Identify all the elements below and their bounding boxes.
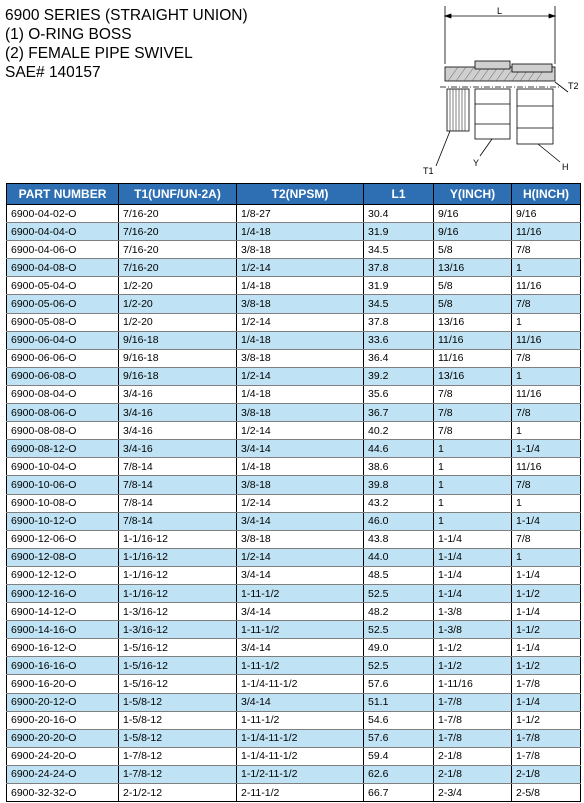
- t1-cell: 1/2-20: [119, 295, 237, 313]
- t1-cell: 3/4-16: [119, 440, 237, 458]
- label-t2: T2: [568, 81, 579, 91]
- y-cell: 1: [434, 440, 512, 458]
- h-leader: [538, 144, 560, 162]
- part-number-cell: 6900-08-06-O: [7, 404, 119, 422]
- y-cell: 1-3/8: [434, 603, 512, 621]
- y-cell: 11/16: [434, 331, 512, 349]
- t2-cell: 2-11-1/2: [237, 784, 364, 802]
- t2-cell: 3/4-14: [237, 693, 364, 711]
- y-cell: 7/8: [434, 385, 512, 403]
- y-cell: 1-7/8: [434, 711, 512, 729]
- end-1-description: (1) O-RING BOSS: [5, 26, 132, 43]
- y-cell: 11/16: [434, 349, 512, 367]
- h-cell: 1-1/2: [512, 621, 581, 639]
- l1-cell: 62.6: [364, 765, 434, 783]
- t2-cell: 1-11-1/2: [237, 657, 364, 675]
- t1-cell: 1-3/16-12: [119, 621, 237, 639]
- header-l1: L1: [364, 184, 434, 205]
- part-number-cell: 6900-10-04-O: [7, 458, 119, 476]
- t2-cell: 1/4-18: [237, 277, 364, 295]
- specification-table: [6, 183, 581, 802]
- l1-cell: 34.5: [364, 241, 434, 259]
- l1-cell: 52.5: [364, 584, 434, 602]
- t2-cell: 3/4-14: [237, 603, 364, 621]
- h-cell: 7/8: [512, 349, 581, 367]
- l1-cell: 43.8: [364, 530, 434, 548]
- y-cell: 1-1/2: [434, 657, 512, 675]
- h-cell: 1: [512, 367, 581, 385]
- l1-cell: 33.6: [364, 331, 434, 349]
- fitting-drawing: [420, 4, 582, 176]
- table-row: [7, 693, 581, 711]
- t1-cell: 1-1/16-12: [119, 566, 237, 584]
- h-cell: 11/16: [512, 331, 581, 349]
- y-cell: 1-1/2: [434, 639, 512, 657]
- t2-cell: 3/4-14: [237, 639, 364, 657]
- y-cell: 1: [434, 458, 512, 476]
- t2-cell: 1-11-1/2: [237, 711, 364, 729]
- l1-cell: 59.4: [364, 747, 434, 765]
- t1-cell: 7/8-14: [119, 476, 237, 494]
- y-cell: 1-1/4: [434, 548, 512, 566]
- h-cell: 2-1/8: [512, 765, 581, 783]
- swivel-nut: [517, 89, 553, 144]
- l1-cell: 31.9: [364, 223, 434, 241]
- t1-cell: 1-5/8-12: [119, 711, 237, 729]
- part-number-cell: 6900-12-08-O: [7, 548, 119, 566]
- table-row: [7, 404, 581, 422]
- t2-cell: 1-1/4-11-1/2: [237, 747, 364, 765]
- h-cell: 1-1/4: [512, 566, 581, 584]
- t2-cell: 1/2-14: [237, 313, 364, 331]
- y-cell: 5/8: [434, 295, 512, 313]
- l1-cell: 36.7: [364, 404, 434, 422]
- part-number-cell: 6900-08-08-O: [7, 422, 119, 440]
- l1-cell: 48.2: [364, 603, 434, 621]
- y-cell: 9/16: [434, 223, 512, 241]
- t2-cell: 1/4-18: [237, 223, 364, 241]
- l1-cell: 44.6: [364, 440, 434, 458]
- t1-leader: [436, 131, 450, 166]
- part-number-cell: 6900-14-12-O: [7, 603, 119, 621]
- series-title: 6900 SERIES (STRAIGHT UNION): [5, 7, 248, 24]
- y-cell: 13/16: [434, 259, 512, 277]
- table-body: [7, 205, 581, 802]
- h-cell: 1-7/8: [512, 675, 581, 693]
- t1-cell: 7/16-20: [119, 241, 237, 259]
- part-number-cell: 6900-05-08-O: [7, 313, 119, 331]
- l1-cell: 43.2: [364, 494, 434, 512]
- t1-cell: 1-7/8-12: [119, 765, 237, 783]
- part-number-cell: 6900-24-24-O: [7, 765, 119, 783]
- part-number-cell: 6900-08-12-O: [7, 440, 119, 458]
- table-row: [7, 566, 581, 584]
- t1-cell: 1/2-20: [119, 313, 237, 331]
- section-nut: [512, 64, 552, 72]
- table-row: [7, 765, 581, 783]
- y-cell: 7/8: [434, 404, 512, 422]
- table-row: [7, 621, 581, 639]
- part-number-cell: 6900-04-06-O: [7, 241, 119, 259]
- part-number-cell: 6900-06-04-O: [7, 331, 119, 349]
- h-cell: 1-1/2: [512, 711, 581, 729]
- table-row: [7, 205, 581, 223]
- table-row: [7, 494, 581, 512]
- t2-cell: 3/8-18: [237, 530, 364, 548]
- l1-cell: 36.4: [364, 349, 434, 367]
- t1-cell: 9/16-18: [119, 331, 237, 349]
- part-number-cell: 6900-08-04-O: [7, 385, 119, 403]
- table-row: [7, 675, 581, 693]
- part-number-cell: 6900-12-12-O: [7, 566, 119, 584]
- l1-cell: 30.4: [364, 205, 434, 223]
- h-cell: 1: [512, 548, 581, 566]
- sae-number: SAE# 140157: [5, 64, 101, 81]
- h-cell: 11/16: [512, 458, 581, 476]
- part-number-cell: 6900-32-32-O: [7, 784, 119, 802]
- section-hex: [475, 61, 510, 69]
- t1-cell: 1-5/16-12: [119, 657, 237, 675]
- h-cell: 11/16: [512, 385, 581, 403]
- y-cell: 1-1/4: [434, 566, 512, 584]
- part-number-cell: 6900-20-16-O: [7, 711, 119, 729]
- t2-cell: 3/4-14: [237, 566, 364, 584]
- part-number-cell: 6900-06-06-O: [7, 349, 119, 367]
- t2-cell: 1-1/4-11-1/2: [237, 675, 364, 693]
- t2-cell: 1/2-14: [237, 494, 364, 512]
- table-row: [7, 440, 581, 458]
- l1-cell: 37.8: [364, 259, 434, 277]
- table-header-row: [7, 184, 581, 205]
- y-cell: 1-7/8: [434, 693, 512, 711]
- l1-cell: 48.5: [364, 566, 434, 584]
- t1-cell: 9/16-18: [119, 367, 237, 385]
- t1-cell: 1/2-20: [119, 277, 237, 295]
- l1-cell: 54.6: [364, 711, 434, 729]
- l1-cell: 35.6: [364, 385, 434, 403]
- y-cell: 1-7/8: [434, 729, 512, 747]
- h-cell: 2-5/8: [512, 784, 581, 802]
- y-cell: 1: [434, 494, 512, 512]
- table-row: [7, 784, 581, 802]
- h-cell: 1: [512, 313, 581, 331]
- header-h: H(INCH): [512, 184, 581, 205]
- header-t1: T1(UNF/UN-2A): [119, 184, 237, 205]
- table-row: [7, 331, 581, 349]
- part-number-cell: 6900-04-02-O: [7, 205, 119, 223]
- l1-cell: 52.5: [364, 657, 434, 675]
- part-number-cell: 6900-06-08-O: [7, 367, 119, 385]
- table-row: [7, 584, 581, 602]
- t2-cell: 1-11-1/2: [237, 621, 364, 639]
- t1-cell: 1-5/8-12: [119, 729, 237, 747]
- h-cell: 1: [512, 422, 581, 440]
- table-row: [7, 422, 581, 440]
- t1-cell: 7/16-20: [119, 259, 237, 277]
- h-cell: 7/8: [512, 404, 581, 422]
- t2-cell: 1/2-14: [237, 422, 364, 440]
- label-t1: T1: [423, 166, 434, 176]
- t2-cell: 1-11-1/2: [237, 584, 364, 602]
- part-number-cell: 6900-10-06-O: [7, 476, 119, 494]
- t1-cell: 7/8-14: [119, 512, 237, 530]
- label-h: H: [562, 162, 569, 172]
- h-cell: 1-1/4: [512, 512, 581, 530]
- y-cell: 2-1/8: [434, 765, 512, 783]
- t1-cell: 1-1/16-12: [119, 584, 237, 602]
- table-row: [7, 747, 581, 765]
- part-number-cell: 6900-20-12-O: [7, 693, 119, 711]
- h-cell: 1: [512, 259, 581, 277]
- y-cell: 5/8: [434, 241, 512, 259]
- table-row: [7, 530, 581, 548]
- part-number-cell: 6900-05-04-O: [7, 277, 119, 295]
- table-row: [7, 277, 581, 295]
- header-y: Y(INCH): [434, 184, 512, 205]
- part-number-cell: 6900-20-20-O: [7, 729, 119, 747]
- h-cell: 1-1/2: [512, 657, 581, 675]
- h-cell: 1: [512, 494, 581, 512]
- part-number-cell: 6900-04-04-O: [7, 223, 119, 241]
- l1-cell: 66.7: [364, 784, 434, 802]
- body-hex: [475, 89, 510, 139]
- h-cell: 1-7/8: [512, 747, 581, 765]
- table-row: [7, 223, 581, 241]
- h-cell: 7/8: [512, 241, 581, 259]
- l1-cell: 40.2: [364, 422, 434, 440]
- label-y: Y: [473, 158, 480, 168]
- table-row: [7, 349, 581, 367]
- table-row: [7, 512, 581, 530]
- part-number-cell: 6900-16-16-O: [7, 657, 119, 675]
- t2-cell: 1/8-27: [237, 205, 364, 223]
- l1-cell: 49.0: [364, 639, 434, 657]
- t1-cell: 1-5/16-12: [119, 675, 237, 693]
- end-2-description: (2) FEMALE PIPE SWIVEL: [5, 45, 193, 62]
- table-row: [7, 458, 581, 476]
- header-t2: T2(NPSM): [237, 184, 364, 205]
- t1-cell: 3/4-16: [119, 385, 237, 403]
- t1-cell: 7/16-20: [119, 223, 237, 241]
- h-cell: 7/8: [512, 530, 581, 548]
- y-cell: 2-1/8: [434, 747, 512, 765]
- l1-cell: 39.2: [364, 367, 434, 385]
- part-number-cell: 6900-16-20-O: [7, 675, 119, 693]
- l1-cell: 57.6: [364, 729, 434, 747]
- h-cell: 9/16: [512, 205, 581, 223]
- t2-cell: 1-1/4-11-1/2: [237, 729, 364, 747]
- t1-cell: 3/4-16: [119, 422, 237, 440]
- y-cell: 1: [434, 512, 512, 530]
- t2-cell: 1/4-18: [237, 458, 364, 476]
- table-row: [7, 711, 581, 729]
- h-cell: 1-1/2: [512, 584, 581, 602]
- h-cell: 1-1/4: [512, 440, 581, 458]
- t1-cell: 1-7/8-12: [119, 747, 237, 765]
- t2-cell: 1/4-18: [237, 385, 364, 403]
- h-cell: 1-7/8: [512, 729, 581, 747]
- y-leader: [480, 139, 492, 156]
- table-row: [7, 313, 581, 331]
- part-number-cell: 6900-10-12-O: [7, 512, 119, 530]
- table-row: [7, 639, 581, 657]
- part-number-cell: 6900-24-20-O: [7, 747, 119, 765]
- t1-cell: 1-1/16-12: [119, 530, 237, 548]
- t2-cell: 1/4-18: [237, 331, 364, 349]
- t2-cell: 3/8-18: [237, 404, 364, 422]
- table-row: [7, 241, 581, 259]
- t1-cell: 1-5/16-12: [119, 639, 237, 657]
- part-number-cell: 6900-10-08-O: [7, 494, 119, 512]
- y-cell: 7/8: [434, 422, 512, 440]
- t2-cell: 1/2-14: [237, 548, 364, 566]
- l1-cell: 37.8: [364, 313, 434, 331]
- table-row: [7, 729, 581, 747]
- h-cell: 11/16: [512, 223, 581, 241]
- y-cell: 9/16: [434, 205, 512, 223]
- y-cell: 13/16: [434, 313, 512, 331]
- l1-cell: 38.6: [364, 458, 434, 476]
- l1-cell: 51.1: [364, 693, 434, 711]
- t2-leader: [555, 82, 568, 92]
- l1-cell: 57.6: [364, 675, 434, 693]
- l1-cell: 52.5: [364, 621, 434, 639]
- l1-cell: 46.0: [364, 512, 434, 530]
- h-cell: 7/8: [512, 476, 581, 494]
- t1-cell: 7/8-14: [119, 494, 237, 512]
- table-row: [7, 259, 581, 277]
- t1-cell: 7/16-20: [119, 205, 237, 223]
- part-number-cell: 6900-16-12-O: [7, 639, 119, 657]
- t2-cell: 3/4-14: [237, 512, 364, 530]
- y-cell: 1-1/4: [434, 584, 512, 602]
- table-row: [7, 548, 581, 566]
- y-cell: 2-3/4: [434, 784, 512, 802]
- t1-cell: 2-1/2-12: [119, 784, 237, 802]
- y-cell: 5/8: [434, 277, 512, 295]
- l1-cell: 39.8: [364, 476, 434, 494]
- t1-cell: 1-1/16-12: [119, 548, 237, 566]
- part-number-cell: 6900-04-08-O: [7, 259, 119, 277]
- t1-cell: 1-3/16-12: [119, 603, 237, 621]
- table-row: [7, 367, 581, 385]
- t2-cell: 3/8-18: [237, 349, 364, 367]
- t2-cell: 3/4-14: [237, 440, 364, 458]
- y-cell: 1-11/16: [434, 675, 512, 693]
- table-row: [7, 385, 581, 403]
- h-cell: 11/16: [512, 277, 581, 295]
- table-row: [7, 476, 581, 494]
- l1-cell: 34.5: [364, 295, 434, 313]
- t2-cell: 1/2-14: [237, 259, 364, 277]
- t1-cell: 9/16-18: [119, 349, 237, 367]
- l1-cell: 31.9: [364, 277, 434, 295]
- part-number-cell: 6900-12-06-O: [7, 530, 119, 548]
- y-cell: 1: [434, 476, 512, 494]
- title-block: [5, 6, 248, 82]
- t2-cell: 1-1/2-11-1/2: [237, 765, 364, 783]
- y-cell: 13/16: [434, 367, 512, 385]
- h-cell: 7/8: [512, 295, 581, 313]
- t1-cell: 7/8-14: [119, 458, 237, 476]
- t1-cell: 3/4-16: [119, 404, 237, 422]
- table-row: [7, 603, 581, 621]
- t2-cell: 1/2-14: [237, 367, 364, 385]
- t2-cell: 3/8-18: [237, 476, 364, 494]
- label-l: L: [497, 6, 503, 16]
- t1-cell: 1-5/8-12: [119, 693, 237, 711]
- t2-cell: 3/8-18: [237, 241, 364, 259]
- header-part-number: PART NUMBER: [7, 184, 119, 205]
- table-row: [7, 295, 581, 313]
- table-row: [7, 657, 581, 675]
- h-cell: 1-1/4: [512, 603, 581, 621]
- h-cell: 1-1/4: [512, 639, 581, 657]
- y-cell: 1-3/8: [434, 621, 512, 639]
- part-number-cell: 6900-12-16-O: [7, 584, 119, 602]
- h-cell: 1-1/4: [512, 693, 581, 711]
- boss-thread: [447, 89, 469, 131]
- t2-cell: 3/8-18: [237, 295, 364, 313]
- part-number-cell: 6900-05-06-O: [7, 295, 119, 313]
- y-cell: 1-1/4: [434, 530, 512, 548]
- l1-cell: 44.0: [364, 548, 434, 566]
- part-number-cell: 6900-14-16-O: [7, 621, 119, 639]
